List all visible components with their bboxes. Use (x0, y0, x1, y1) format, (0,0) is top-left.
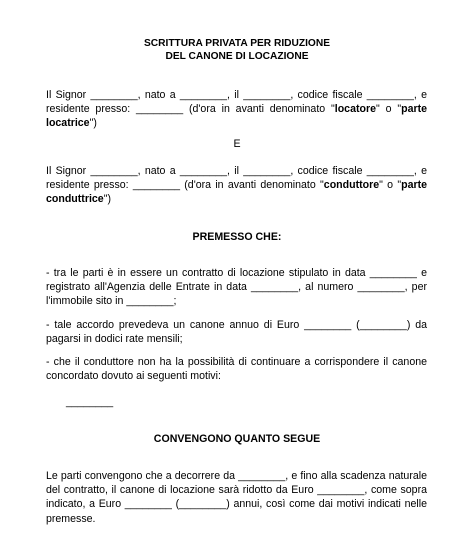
premesso-item-2: - tale accordo prevedeva un canone annuo di Euro ________ (________) da pagarsi in dodici rate mensili; (46, 319, 427, 346)
convengono-paragraph: Le parti convengono che a decorrere da ________, e fino alla scadenza naturale del contratto, il canone di locazione sarà ridotto da Euro ________, come sopra indicato, a Euro ________ (________) annui, così come dai motivi indicati nelle premesse. (46, 470, 427, 525)
document-title-line-1: SCRITTURA PRIVATA PER RIDUZIONE (143, 38, 330, 49)
locatore-text-before: Il Signor ________, nato a ________, il ________, codice fiscale ________, e residente presso: ________ (d'ora in avanti denominato " (46, 89, 427, 116)
conduttore-text-after: ") (103, 193, 111, 206)
document-title-line-2: DEL CANONE DI LOCAZIONE (165, 51, 309, 62)
conduttore-role-1: conduttore (323, 179, 380, 192)
separator-e: E (233, 138, 241, 150)
convengono-heading: CONVENGONO QUANTO SEGUE (153, 433, 321, 445)
locatore-text-after: ") (89, 117, 97, 130)
conduttore-text-before: Il Signor ________, nato a ________, il ________, codice fiscale ________, e residente presso: ________ (d'ora in avanti denominato " (46, 165, 427, 192)
premesso-item-1: - tra le parti è in essere un contratto di locazione stipulato in data ________ e registrato all'Agenzia delle Entrate in data ________, al numero ________, per l'immobile sito in ________; (46, 267, 427, 308)
premesso-heading: PREMESSO CHE: (192, 231, 282, 243)
locatore-role-1: locatore (334, 103, 376, 116)
locatore-role-2: parte locatrice (46, 103, 427, 130)
premesso-item-3: - che il conduttore non ha la possibilità di continuare a corrispondere il canone concordato dovuto ai seguenti motivi: (46, 356, 427, 383)
conduttore-role-2: parte conduttrice (46, 179, 427, 206)
conduttore-paragraph (46, 164, 427, 207)
locatore-paragraph (46, 88, 427, 131)
motivi-blank-line: ________ (66, 396, 114, 408)
conduttore-text-mid: " o " (379, 179, 402, 192)
locatore-text-mid: " o " (375, 103, 402, 116)
